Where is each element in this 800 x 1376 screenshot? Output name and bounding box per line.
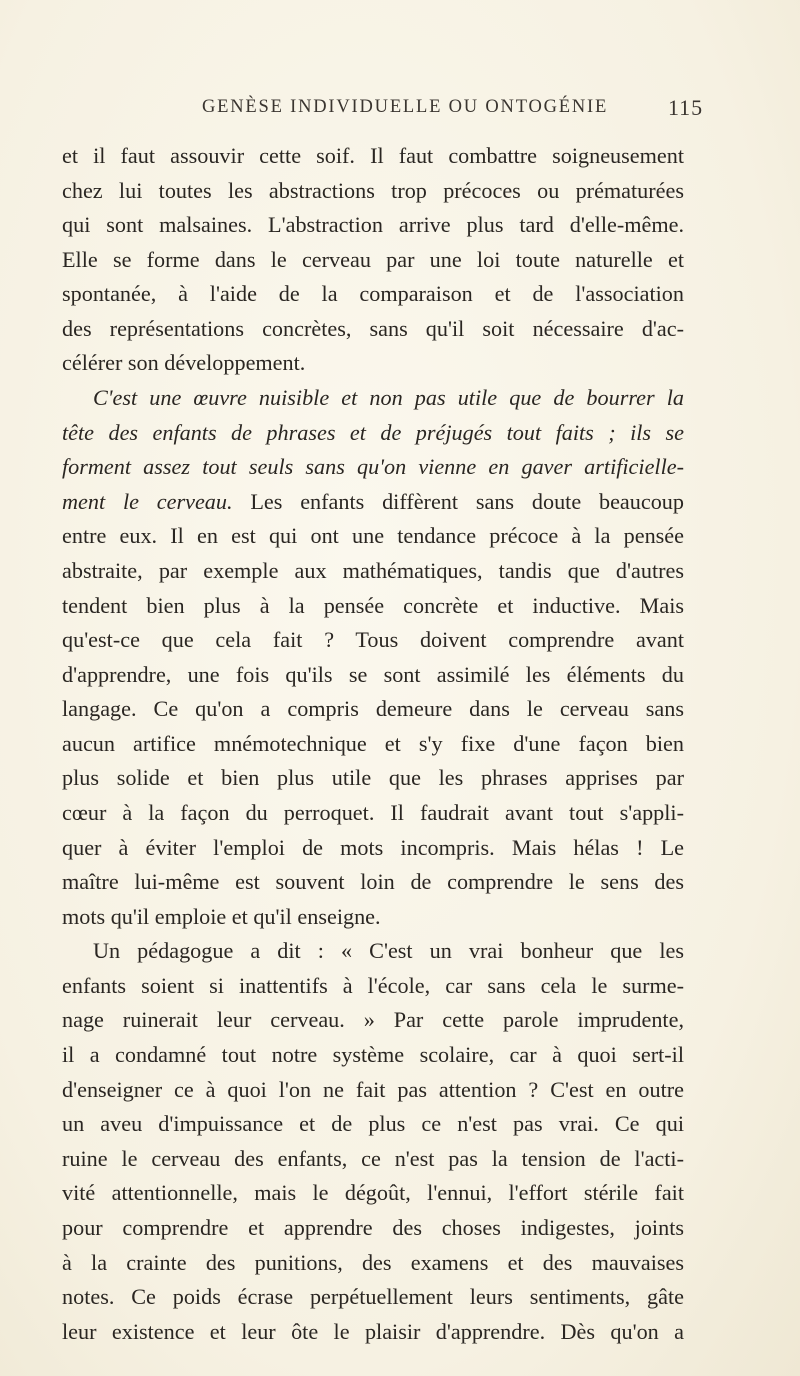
text-line: à la crainte des punitions, des examens et des mauvaises [62, 1249, 684, 1275]
text-line: notes. Ce poids écrase perpétuellement leurs sentiments, gâte [62, 1284, 684, 1310]
text-line: spontanée, à l'aide de la comparaison et de l'association [62, 281, 684, 307]
text-line: aucun artifice mnémotechnique et s'y fixe d'une façon bien [62, 730, 684, 756]
text-line: tendent bien plus à la pensée concrète et inductive. Mais [62, 592, 684, 618]
text-line: qui sont malsaines. L'abstraction arrive plus tard d'elle-même. [62, 212, 684, 238]
text-line-mixed [62, 485, 684, 520]
italic-segment: ment le cerveau. [62, 488, 233, 514]
text-line: ruine le cerveau des enfants, ce n'est pas la tension de l'acti- [62, 1145, 684, 1171]
text-line: maître lui-même est souvent loin de comprendre le sens des [62, 869, 684, 895]
text-line: langage. Ce qu'on a compris demeure dans le cerveau sans [62, 696, 684, 722]
text-line: et il faut assouvir cette soif. Il faut combattre soigneusement [62, 143, 684, 168]
text-line: cœur à la façon du perroquet. Il faudrait avant tout s'appli- [62, 799, 684, 825]
text-line-italic: tête des enfants de phrases et de préjugés tout faits ; ils se [62, 419, 684, 445]
text-line: qu'est-ce que cela fait ? Tous doivent comprendre avant [62, 627, 684, 653]
running-head [0, 97, 800, 127]
text-line-italic: forment assez tout seuls sans qu'on vienne en gaver artificielle- [62, 454, 684, 480]
text-line: quer à éviter l'emploi de mots incompris. Mais hélas ! Le [62, 834, 684, 860]
page-number: 115 [668, 95, 704, 120]
text-line: Un pédagogue a dit : « C'est un vrai bonheur que les [93, 938, 684, 964]
text-line: d'enseigner ce à quoi l'on ne fait pas attention ? C'est en outre [62, 1076, 684, 1102]
text-line: d'apprendre, une fois qu'ils se sont assimilé les éléments du [62, 661, 684, 687]
text-line: plus solide et bien plus utile que les phrases apprises par [62, 765, 684, 791]
body-text [62, 139, 684, 1349]
text-line: vité attentionnelle, mais le dégoût, l'ennui, l'effort stérile fait [62, 1180, 684, 1206]
text-line-italic: C'est une œuvre nuisible et non pas utile que de bourrer la [93, 385, 684, 411]
text-line: pour comprendre et apprendre des choses indigestes, joints [62, 1214, 684, 1240]
text-line: il a condamné tout notre système scolaire, car à quoi sert-il [62, 1042, 684, 1068]
text-line: entre eux. Il en est qui ont une tendance précoce à la pensée [62, 523, 684, 549]
text-line: des représentations concrètes, sans qu'il soit nécessaire d'ac- [62, 315, 684, 341]
text-line: mots qu'il emploie et qu'il enseigne. [62, 903, 381, 929]
text-line: enfants soient si inattentifs à l'école, car sans cela le surme- [62, 972, 684, 998]
text-line: célérer son développement. [62, 350, 306, 376]
text-line: chez lui toutes les abstractions trop précoces ou prématurées [62, 177, 684, 203]
text-line: nage ruinerait leur cerveau. » Par cette parole imprudente, [62, 1007, 684, 1033]
text-line: Elle se forme dans le cerveau par une loi toute naturelle et [62, 246, 684, 272]
text-line: leur existence et leur ôte le plaisir d'apprendre. Dès qu'on a [62, 1318, 684, 1344]
roman-segment: Les enfants diffèrent sans doute beaucoup [232, 488, 684, 514]
text-line: abstraite, par exemple aux mathématiques, tandis que d'autres [62, 557, 684, 583]
text-line: un aveu d'impuissance et de plus ce n'est pas vrai. Ce qui [62, 1111, 684, 1137]
header-title: GENÈSE INDIVIDUELLE OU ONTOGÉNIE [202, 97, 609, 117]
